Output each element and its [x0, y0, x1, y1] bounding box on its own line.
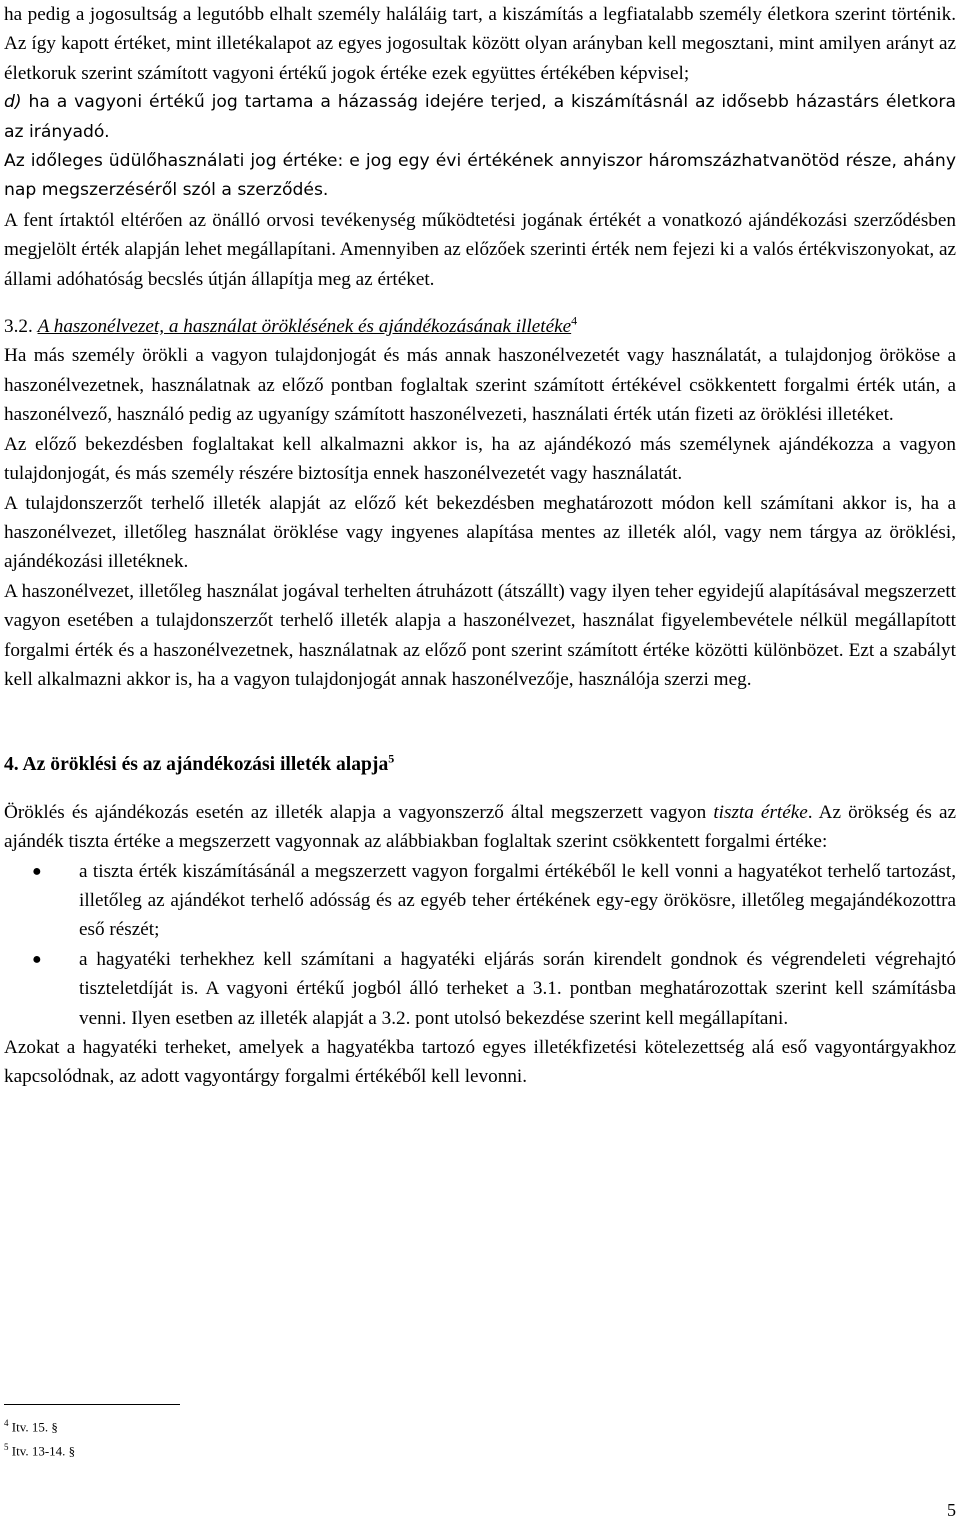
bullet-icon: ● [32, 862, 42, 880]
item-d-text: ha a vagyoni értékű jog tartama a házasság idejére terjed, a kiszámításnál az idősebb házastárs életkora az irányadó. [4, 92, 956, 142]
footnote-separator [4, 1404, 180, 1405]
section-3-2-heading [4, 312, 956, 341]
paragraph-3-2-b: Az előző bekezdésben foglaltakat kell alkalmazni akkor is, ha az ajándékozó más személynek ajándékozza a vagyon tulajdonjogát, és más személy részére biztosítja ennek haszonélvezetét vagy használatát. [4, 433, 956, 485]
section-4-intro-italic: tiszta értéke [713, 801, 808, 823]
paragraph-orvosi: A fent írtaktól eltérően az önálló orvosi tevékenység működtetési jogának értékét a vonatkozó ajándékozási szerződésben megjelölt érték alapján lehet megállapítani. Amennyiben az előzőek szerinti érték nem fejezi ki a valós értékviszonyokat, az állami adóhatóság becslés útján állapítja meg az értéket. [4, 209, 956, 290]
footnotes [4, 1413, 75, 1462]
section-4-intro-part1: Öröklés és ajándékozás esetén az illeték alapja a vagyonszerző által megszerzett vagyon [4, 801, 714, 823]
paragraph-3-2-a: Ha más személy örökli a vagyon tulajdonjogát és más annak haszonélvezetét vagy használatát, a tulajdonjog örököse a haszonélvezetnek, használatnak az előző pontban foglaltak szerint számított értékével csökkentett forgalmi érték után, a haszonélvező, használó pedig az ugyanígy számított haszonélvezeti, használati érték után fizeti az öröklési illetéket. [4, 345, 956, 426]
paragraph-final: Azokat a hagyatéki terheket, amelyek a hagyatékba tartozó egyes illetékfizetési kötelezettség alá eső vagyontárgyakhoz kapcsolódnak, az adott vagyontárgy forgalmi értékéből kell levonni. [4, 1037, 956, 1088]
document-page [4, 0, 956, 1092]
item-d [4, 88, 956, 147]
paragraph-3-2-c: A tulajdonszerzőt terhelő illeték alapját az előző két bekezdésben meghatározott módon kell számítani akkor is, ha a haszonélvezet, illetőleg használat öröklése vagy ingyenes alapítása mentes az illeték alól, vagy nem tárgya az öröklési, ajándékozási illetéknek. [4, 492, 956, 573]
paragraph-3-2-d: A haszonélvezet, illetőleg használat jogával terhelten átruházott (átszállt) vagy ilyen teher egyidejű alapításával megszerzett vagyon esetében a tulajdonszerzőt terhelő illeték alapja a haszonélvezet, használat figyelembevétele nélkül megállapított forgalmi érték és a haszonélvezetnek, használatnak az előző pont szerint számított értéke közötti különbözet. Ezt a szabályt kell alkalmazni akkor is, ha a vagyon tulajdonjogát annak haszonélvezője, használója szerzi meg. [4, 580, 956, 690]
footnote-ref-5[interactable]: 5 [388, 751, 395, 766]
footnote-ref-4[interactable]: 4 [571, 313, 578, 328]
section-4-number: 4. [4, 754, 19, 776]
section-4-intro-part2: . Az örökség és az ajándék tiszta értéke a megszerzett vagyonnak az alábbiakban foglaltak szerint csökkentett forgalmi értéke: [4, 801, 956, 853]
section-4-intro [4, 798, 956, 857]
paragraph-continuation: ha pedig a jogosultság a legutóbb elhalt személy haláláig tart, a kiszámítás a legfiatalabb személy életkora szerint történik. Az így kapott értéket, mint illetékalapot az egyes jogosultak között olyan arányban kell megosztani, mint amilyen arányt az életkoruk szerint számított vagyoni értékű jogok értéke ezek együttes értékében képvisel; [4, 4, 956, 84]
list-item [4, 945, 956, 1033]
section-3-2-number: 3.2. [4, 316, 33, 338]
page-number: 5 [947, 1500, 956, 1520]
footnote-text: Itv. 13-14. § [11, 1443, 76, 1459]
section-4-heading [4, 750, 956, 779]
footnote-4 [4, 1413, 75, 1437]
section-3-2-title: A haszonélvezet, a használat öröklésének és ajándékozásának illetéke [37, 316, 572, 338]
paragraph-udulo: Az időleges üdülőhasználati jog értéke: e jog egy évi értékének annyiszor háromszázhatvanötöd része, ahány nap megszerzéséről szól a szerződés. [4, 151, 956, 201]
bullet-text: a hagyatéki terhekhez kell számítani a hagyatéki eljárás során kirendelt gondnok és végrendeleti végrehajtó tiszteletdíját is. A vagyoni értékű jogból álló terheket a 3.1. pontban meghatározottak szerint kell számításba venni. Ilyen esetben az illeték alapját a 3.2. pont utolsó bekezdése szerint kell megállapítani. [79, 948, 956, 1029]
footnote-number: 4 [4, 1418, 9, 1428]
bullet-list [4, 857, 956, 1033]
footnote-5 [4, 1437, 75, 1461]
item-d-marker: d) [4, 92, 22, 113]
section-4-title: Az öröklési és az ajándékozási illeték alapja [22, 754, 389, 776]
bullet-icon: ● [32, 950, 42, 968]
list-item [4, 857, 956, 945]
footnote-number: 5 [4, 1442, 9, 1453]
bullet-text: a tiszta érték kiszámításánál a megszerzett vagyon forgalmi értékéből le kell vonni a hagyatékot terhelő tartozást, illetőleg az ajándékot terhelő adósság és az egyéb teher értékének egy-egy örökösre, illetőleg megajándékozottra eső részét; [79, 860, 956, 941]
footnote-text: Itv. 15. § [11, 1419, 58, 1435]
